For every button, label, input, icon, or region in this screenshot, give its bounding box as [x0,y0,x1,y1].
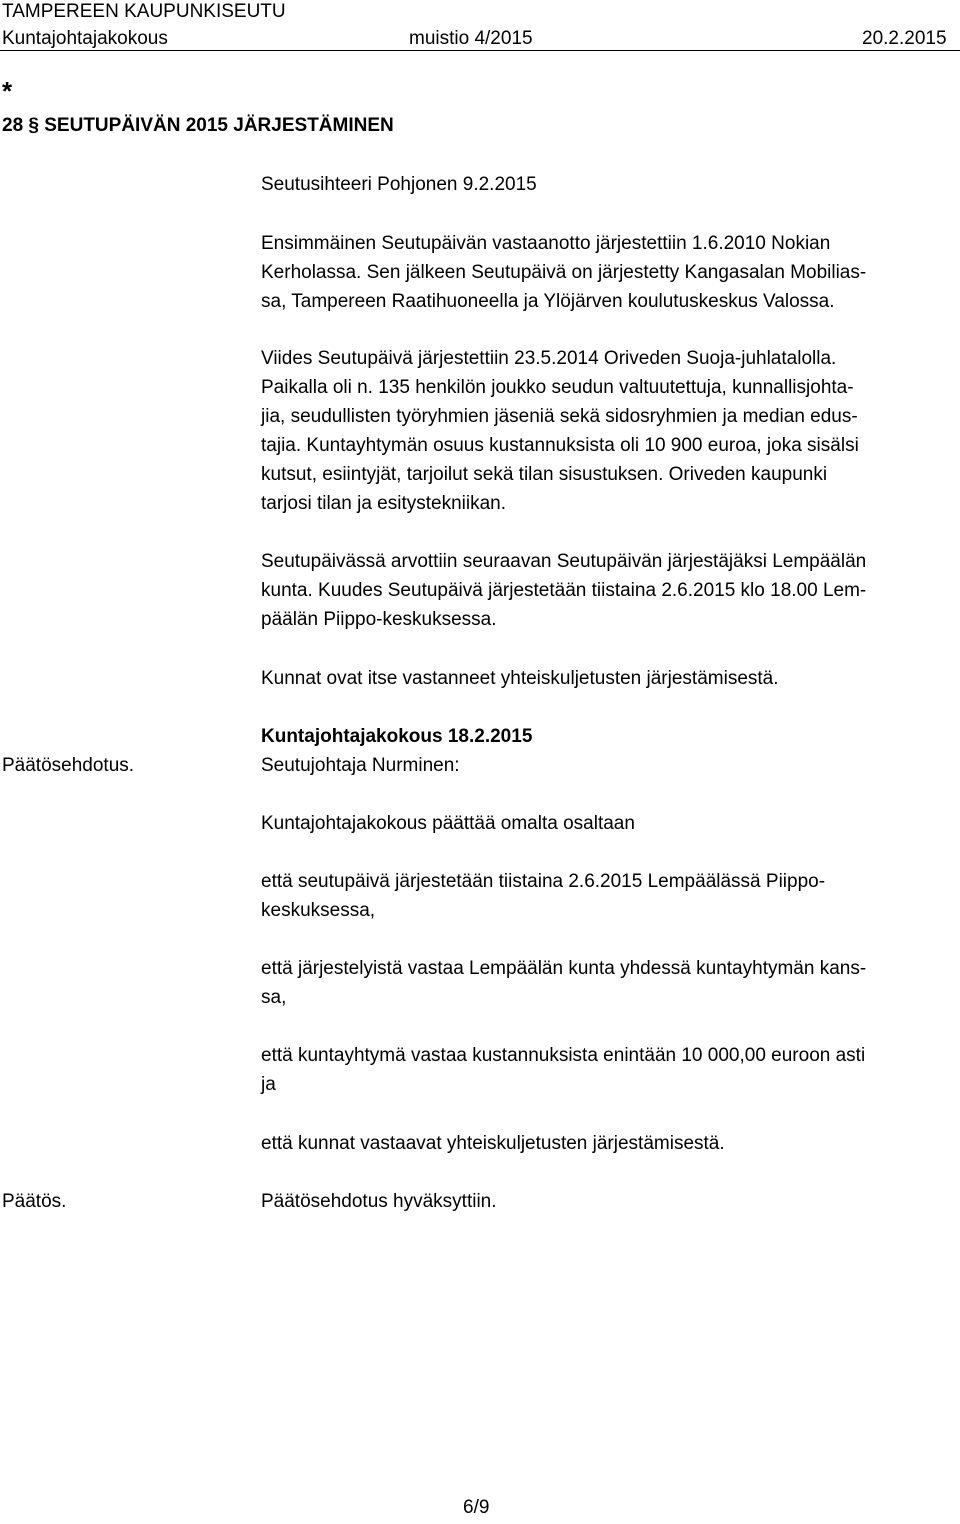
paragraph-line: päälän Piippo-keskuksessa. [261,609,497,630]
paragraph-line: kunta. Kuudes Seutupäivä järjestetään tiistaina 2.6.2015 klo 18.00 Lem- [261,580,867,601]
point-line: että kuntayhtymä vastaa kustannuksista enintään 10 000,00 euroon asti [261,1045,866,1066]
presenter-text: Seutujohtaja Nurminen: [261,755,460,776]
point-line: että seutupäivä järjestetään tiistaina 2.6.2015 Lempäälässä Piippo- [261,871,826,892]
paragraph-line: tarjosi tilan ja esitystekniikan. [261,493,506,514]
header-rule [0,50,960,51]
paragraph-line: sa, Tampereen Raatihuoneella ja Ylöjärven koulutuskeskus Valossa. [261,291,835,312]
point-line: ja [261,1074,276,1095]
point-line: sa, [261,987,287,1008]
point-line: että kunnat vastaavat yhteiskuljetusten järjestämisestä. [261,1133,725,1154]
decision-label: Päätös. [2,1191,67,1212]
preparer-text: Seutusihteeri Pohjonen 9.2.2015 [261,174,537,195]
paragraph-line: Paikalla oli n. 135 henkilön joukko seudun valtuutettuja, kunnallisjohta- [261,377,854,398]
paragraph-line: Kunnat ovat itse vastanneet yhteiskuljetusten järjestämisestä. [261,668,779,689]
paragraph-line: jia, seudullisten työryhmien jäseniä sekä sidosryhmien ja median edus- [261,406,858,427]
point-line: että järjestelyistä vastaa Lempäälän kunta yhdessä kuntayhtymän kans- [261,958,867,979]
paragraph-line: kutsut, esiintyjät, tarjoilut sekä tilan sisustuksen. Oriveden kaupunki [261,464,828,485]
paragraph-line: Ensimmäinen Seutupäivän vastaanotto järjestettiin 1.6.2010 Nokian [261,233,831,254]
point-line: keskuksessa, [261,900,376,921]
decision-text-line: Päätösehdotus hyväksyttiin. [261,1191,497,1212]
preparer-line [261,170,960,199]
paragraph-previous-event [261,344,960,518]
paragraph-line: Viides Seutupäivä järjestettiin 23.5.2014 Oriveden Suoja-juhlatalolla. [261,348,837,369]
meeting-name: Kuntajohtajakokous [2,28,168,49]
paragraph-transport [261,664,960,693]
proposal-intro [261,809,960,838]
item-marker: * [2,76,13,106]
proposal-meeting-heading [261,722,960,751]
paragraph-line: tajia. Kuntayhtymän osuus kustannuksista oli 10 900 euroa, joka sisälsi [261,435,859,456]
header-date: 20.2.2015 [862,28,947,49]
organization-name: TAMPEREEN KAUPUNKISEUTU [2,1,286,22]
proposal-point [261,1129,960,1158]
memo-number: muistio 4/2015 [409,28,533,49]
proposal-point [261,954,960,1012]
paragraph-next-host [261,547,960,634]
paragraph-line: Seutupäivässä arvottiin seuraavan Seutupäivän järjestäjäksi Lempäälän [261,551,867,572]
intro-text: Kuntajohtajakokous päättää omalta osaltaan [261,813,635,834]
paragraph-line: Kerholassa. Sen jälkeen Seutupäivä on järjestetty Kangasalan Mobilias- [261,262,867,283]
item-title: 28 § SEUTUPÄIVÄN 2015 JÄRJESTÄMINEN [2,115,394,136]
proposal-point [261,1041,960,1099]
proposal-point [261,867,960,925]
page-number: 6/9 [463,1497,490,1518]
proposal-presenter [261,751,960,780]
decision-text [261,1187,960,1216]
meeting-heading-text: Kuntajohtajakokous 18.2.2015 [261,726,533,747]
paragraph-history [261,229,960,316]
proposal-label: Päätösehdotus. [2,755,135,776]
